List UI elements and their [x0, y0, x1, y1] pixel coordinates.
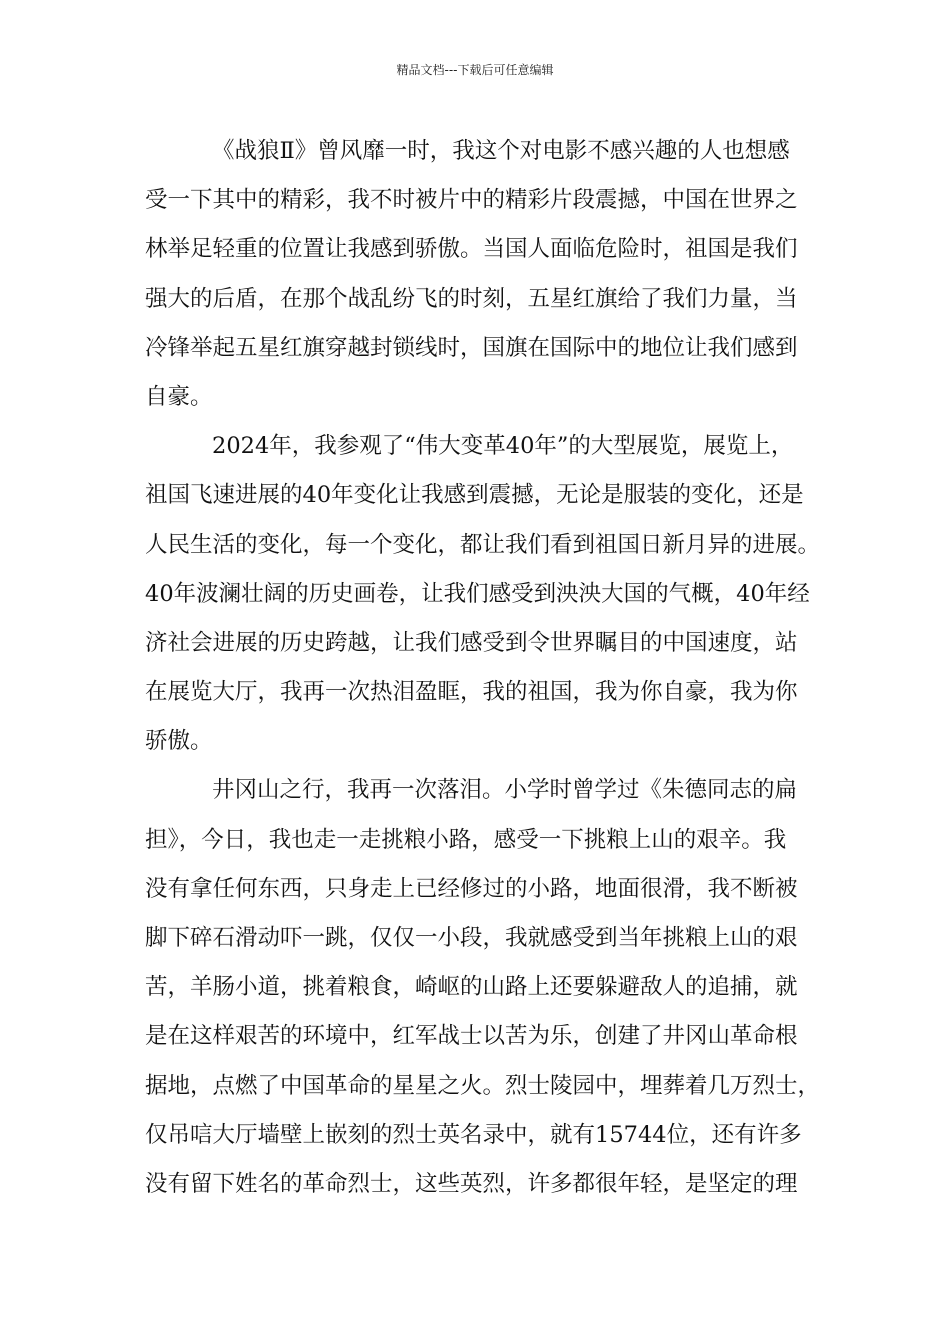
paragraph-2-line-3: 人民生活的变化，每一个变化，都让我们看到祖国日新月异的进展。 [145, 531, 821, 558]
paragraph-3-line-6: 是在这样艰苦的环境中，红军战士以苦为乐，创建了井冈山革命根 [145, 1023, 798, 1050]
paragraph-3-line-8: 仅吊唁大厅墙壁上嵌刻的烈士英名录中，就有15744位，还有许多 [145, 1121, 802, 1148]
paragraph-3-line-5: 苦，羊肠小道，挑着粮食，崎岖的山路上还要躲避敌人的追捕，就 [145, 974, 798, 1001]
paragraph-3-line-3: 没有拿任何东西，只身走上已经修过的小路，地面很滑，我不断被 [145, 875, 798, 902]
paragraph-3-line-9: 没有留下姓名的革命烈士，这些英烈，许多都很年轻，是坚定的理 [145, 1170, 798, 1197]
paragraph-3-line-2: 担》，今日，我也走一走挑粮小路，感受一下挑粮上山的艰辛。我 [145, 826, 787, 853]
paragraph-2-line-7: 骄傲。 [145, 728, 213, 755]
paragraph-2-line-6: 在展览大厅，我再一次热泪盈眶，我的祖国，我为你自豪，我为你 [145, 679, 798, 706]
paragraph-1-line-6: 自豪。 [145, 383, 213, 410]
paragraph-2-line-1: 2024年，我参观了“伟大变革40年”的大型展览，展览上， [212, 433, 794, 460]
document-body [145, 132, 821, 1214]
paragraph-1-line-3: 林举足轻重的位置让我感到骄傲。当国人面临危险时，祖国是我们 [145, 236, 798, 263]
paragraph-3-line-1: 井冈山之行，我再一次落泪。小学时曾学过《朱德同志的扁 [212, 777, 798, 804]
paragraph-2-line-4: 40年波澜壮阔的历史画卷，让我们感受到泱泱大国的气概，40年经 [145, 580, 810, 607]
paragraph-2-line-2: 祖国飞速进展的40年变化让我感到震撼，无论是服装的变化，还是 [145, 482, 804, 509]
paragraph-3-line-4: 脚下碎石滑动吓一跳，仅仅一小段，我就感受到当年挑粮上山的艰 [145, 925, 798, 951]
paragraph-1-line-2: 受一下其中的精彩，我不时被片中的精彩片段震撼，中国在世界之 [145, 187, 798, 214]
paragraph-2-line-5: 济社会进展的历史跨越，让我们感受到令世界瞩目的中国速度，站 [145, 629, 798, 656]
paragraph-1-line-4: 强大的后盾，在那个战乱纷飞的时刻，五星红旗给了我们力量，当 [145, 285, 798, 312]
paragraph-1-line-1: 《战狼Ⅱ》曾风靡一时，我这个对电影不感兴趣的人也想感 [212, 138, 790, 164]
paragraph-3-line-7: 据地，点燃了中国革命的星星之火。烈士陵园中，埋葬着几万烈士， [145, 1072, 821, 1099]
paragraph-1-line-5: 冷锋举起五星红旗穿越封锁线时，国旗在国际中的地位让我们感到 [145, 334, 798, 361]
page-header: 精品文档---下载后可任意编辑 [396, 63, 554, 77]
